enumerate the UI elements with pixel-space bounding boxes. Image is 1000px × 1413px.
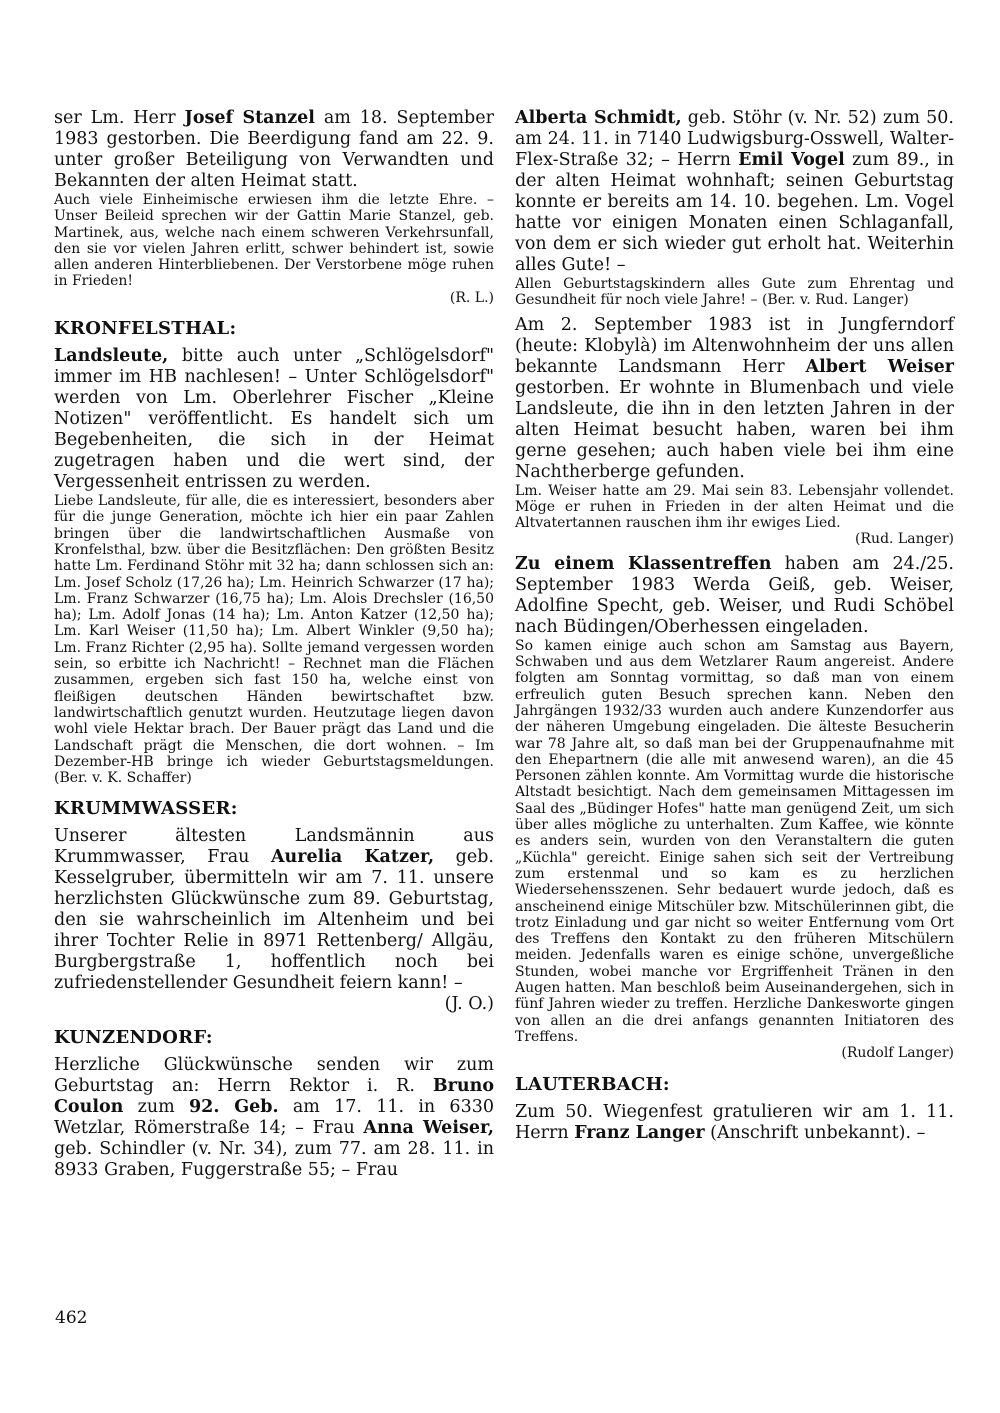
bold-name: Emil Vogel <box>738 150 845 170</box>
signature: (J. O.) <box>444 994 494 1015</box>
paragraph: Herzliche Glückwünsche senden wir zum Geburtstag an: Herrn Rektor i. R. Bruno Coulon zum 92. Geb. am 17. 11. in 6330 Wetzlar, Römerstraße 14; – Frau Anna Weiser, geb. Schindler (v. Nr. 34), zum 77. am 28. 11. in 8933 Graben, Fuggerstraße 55; – Frau <box>54 1055 494 1181</box>
paragraph: Alberta Schmidt, geb. Stöhr (v. Nr. 52) zum 50. am 24. 11. in 7140 Ludwigsburg-Osswell, Walter-Flex-Straße 32; – Herrn Emil Vogel zum 89., in der alten Heimat wohnhaft; seinen Geburtstag konnte er bereits am 14. 10. begehen. Lm. Vogel hatte vor einigen Monaten einen Schlaganfall, von dem er sich wieder gut erholt hat. Weiterhin alles Gute! – <box>515 108 954 275</box>
signature: (Rud. Langer) <box>855 531 954 548</box>
left-column <box>54 108 494 1181</box>
right-column <box>515 108 954 1144</box>
paragraph: Lm. Weiser hatte am 29. Mai sein 83. Lebensjahr vollendet. Möge er ruhen in Frieden in der alten Heimat und die Altvatertannen rauschen ihm ihr ewiges Lied. (Rud. Langer) <box>515 482 954 548</box>
bold-name: Alberta Schmidt, <box>515 108 682 128</box>
paragraph: Zum 50. Wiegenfest gratulieren wir am 1. 11. Herrn Franz Langer (Anschrift unbekannt). – <box>515 1101 954 1143</box>
signature: (R. L.) <box>449 289 494 306</box>
paragraph: Zu einem Klassentreffen haben am 24./25. September 1983 Werda Geiß, geb. Weiser, Adolfine Specht, geb. Weiser, und Rudi Schöbel nach Büdingen/Oberhessen eingeladen. <box>515 553 954 637</box>
section-heading-krummwasser: KRUMMWASSER: <box>54 798 238 820</box>
paragraph: Liebe Landsleute, für alle, die es interessiert, besonders aber für die junge Generation, möchte ich hier ein paar Zahlen bringen über die landwirtschaftlichen Ausmaße von Kronfelsthal, bzw. über die Besitzflächen: Den größten Besitz hatte Lm. Ferdinand Stöhr mit 32 ha; dann schlossen sich an: Lm. Josef Scholz (17,26 ha); Lm. Heinrich Schwarzer (17 ha); Lm. Franz Schwarzer (16,75 ha); Lm. Alois Drechsler (16,50 ha); Lm. Adolf Jonas (14 ha); Lm. Anton Katzer (12,50 ha); Lm. Karl Weiser (11,50 ha); Lm. Albert Winkler (9,50 ha); Lm. Franz Richter (2,95 ha). Sollte jemand vergessen worden sein, so erbitte ich Nachricht! – Rechnet man die Flächen zusammen, ergeben sich fast 150 ha, welche einst von fleißigen deutschen Händen bewirtschaftet bzw. landwirtschaftlich genutzt wurden. Heutzutage liegen davon wohl viele Hektar brach. Der Bauer prägt das Land und die Landschaft prägt die Menschen, die dort wohnen. – Im Dezember-HB bringe ich wieder Geburtstagsmeldungen. (Ber. v. K. Schaffer) <box>54 493 494 787</box>
page-number: 462 <box>55 1308 88 1328</box>
bold-name: Landsleute, <box>54 346 169 367</box>
bold-name: Zu einem Klassentreffen <box>515 553 772 574</box>
paragraph: So kamen einige auch schon am Samstag aus Bayern, Schwaben und aus dem Wetzlarer Raum angereist. Andere folgten am Sonntag vormittag, so daß man von einem erfreulich guten Besuch sprechen kann. Neben den Jahrgängen 1932/33 wurden auch andere Kunzendorfer aus der näheren Umgebung eingeladen. Die älteste Besucherin war 78 Jahre alt, so daß man bei der Gruppenaufnahme mit den Ehepartnern (die alle mit anwesend waren), an die 45 Personen zählen konnte. Am Vormittag wurde die historische Altstadt besichtigt. Nach dem gemeinsamen Mittagessen im Saal des „Büdinger Hofes" hatte man genügend Zeit, um sich über alles mögliche zu unterhalten. Zum Kaffee, wie könnte es anders sein, wurden von den Veranstaltern die guten „Küchla" gereicht. Einige sahen sich seit der Vertreibung zum erstenmal und so kam es zu herzlichen Wiedersehensszenen. Sehr bedauert wurde jedoch, daß es anscheinend einige Mitschüler bzw. Mitschülerinnen gibt, die trotz Einladung und gar nicht so weiter Entfernung vom Ort des Treffens den Kontakt zu den früheren Mitschülern meiden. Jedenfalls waren es einige schöne, unvergeßliche Stunden, wobei manche vor Ergriffenheit Tränen in den Augen hatten. Man beschloß beim Auseinandergehen, sich in fünf Jahren wieder zu treffen. Herzliche Dankesworte gingen von allen an die drei anfangs genannten Initiatoren des Treffens. (Rudolf Langer) <box>515 637 954 1062</box>
bold-name: Franz Langer <box>574 1122 705 1143</box>
bold-name: Bruno Coulon <box>54 1076 494 1118</box>
paragraph: Auch viele Einheimische erwiesen ihm die letzte Ehre. – Unser Beileid sprechen wir der Gattin Marie Stanzel, geb. Martinek, aus, welche nach einem schweren Verkehrsunfall, den sie vor vielen Jahren erlitt, schwer behindert ist, sowie allen anderen Hinterbliebenen. Der Verstorbene möge ruhen in Frieden! (R. L.) <box>54 192 494 306</box>
paragraph: Unserer ältesten Landsmännin aus Krummwasser, Frau Aurelia Katzer, geb. Kesselgruber, übermitteln wir am 7. 11. unsere herzlichsten Glückwünsche zum 89. Geburtstag, den sie wahrscheinlich im Altenheim und bei ihrer Tochter Relie in 8971 Rettenberg/ Allgäu, Burgbergstraße 1, hoffentlich noch bei zufriedenstellender Gesundheit feiern kann! – (J. O.) <box>54 826 494 1015</box>
paragraph: ser Lm. Herr Josef Stanzel am 18. September 1983 gestorben. Die Beerdigung fand am 22. 9. unter großer Beteiligung von Verwandten und Bekannten der alten Heimat statt. <box>54 108 494 191</box>
paragraph: Allen Geburtstagskindern alles Gute zum Ehrentag und Gesundheit für noch viele Jahre! – (Ber. v. Rud. Langer) <box>515 276 954 309</box>
paragraph: Am 2. September 1983 ist in Jungferndorf (heute: Klobylà) im Altenwohnheim der uns allen bekannte Landsmann Herr Albert Weiser gestorben. Er wohnte in Blumenbach und viele Landsleute, die ihn in den letzten Jahren in der alten Heimat besucht haben, waren bei ihm gerne gesehen; auch haben viele bei ihm eine Nachtherberge gefunden. <box>515 314 954 482</box>
bold-name: Anna Weiser, <box>363 1118 494 1139</box>
bold-name: Josef Stanzel <box>184 108 315 128</box>
bold-name: 92. Geb. <box>188 1097 279 1118</box>
bold-name: Aurelia Katzer, <box>270 847 435 868</box>
section-heading-kronfelsthal: KRONFELSTHAL: <box>54 318 237 340</box>
section-heading-lauterbach: LAUTERBACH: <box>515 1073 670 1095</box>
signature: (Rudolf Langer) <box>841 1045 954 1062</box>
bold-name: Albert Weiser <box>805 356 954 377</box>
section-heading-kunzendorf: KUNZENDORF: <box>54 1027 213 1049</box>
paragraph: Landsleute, bitte auch unter „Schlögelsdorf" immer im HB nachlesen! – Unter Schlögelsdorf" werden von Lm. Oberlehrer Fischer „Kleine Notizen" veröffentlicht. Es handelt sich um Begebenheiten, die sich in der Heimat zugetragen haben und die wert sind, der Vergessenheit entrissen zu werden. <box>54 346 494 493</box>
